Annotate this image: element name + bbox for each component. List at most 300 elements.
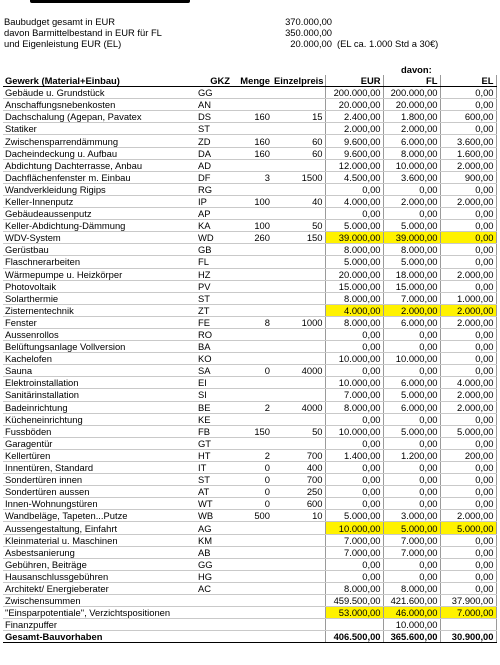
finanzpuffer-row-fl: 10.000,00	[383, 619, 440, 631]
fl-cell: 0,00	[383, 474, 440, 486]
el-cell: 0,00	[440, 244, 496, 256]
eur-cell: 7.000,00	[325, 389, 383, 401]
einzelpreis-cell: 40	[272, 195, 325, 207]
el-cell: 0,00	[440, 232, 496, 244]
el-cell: 0,00	[440, 341, 496, 353]
table-row	[3, 365, 496, 377]
menge-cell	[232, 280, 272, 292]
header-row-davon	[3, 64, 496, 75]
fl-cell: 5.000,00	[383, 389, 440, 401]
table-row	[3, 183, 496, 195]
gewerk-cell: Kleinmaterial u. Maschinen	[3, 534, 196, 546]
el-cell: 0,00	[440, 582, 496, 594]
el-cell: 2.000,00	[440, 304, 496, 316]
gewerk-cell: Gebäude u. Grundstück	[3, 87, 196, 99]
gkz-cell: ZT	[196, 304, 232, 316]
gkz-cell: AG	[196, 522, 232, 534]
table-row	[3, 474, 496, 486]
menge-cell	[232, 522, 272, 534]
el-cell: 0,00	[440, 328, 496, 340]
gesamt-row-label: Gesamt-Bauvorhaben	[3, 631, 325, 643]
einzelpreis-cell: 60	[272, 135, 325, 147]
finanzpuffer-row-eur	[325, 619, 383, 631]
table-row	[3, 328, 496, 340]
table-row	[3, 486, 496, 498]
menge-cell	[232, 437, 272, 449]
table-row	[3, 546, 496, 558]
fl-cell: 1.200,00	[383, 449, 440, 461]
eur-cell: 2.400,00	[325, 111, 383, 123]
gkz-cell: KM	[196, 534, 232, 546]
zwischensummen-row-el: 37.900,00	[440, 595, 496, 607]
einzelpreis-cell: 700	[272, 474, 325, 486]
einzelpreis-cell	[272, 292, 325, 304]
gewerk-cell: Aussenrollos	[3, 328, 196, 340]
einzelpreis-cell: 60	[272, 147, 325, 159]
einzelpreis-cell	[272, 87, 325, 99]
gewerk-cell: Garagentür	[3, 437, 196, 449]
eur-cell: 200.000,00	[325, 87, 383, 99]
gewerk-cell: Solarthermie	[3, 292, 196, 304]
einsparpotentiale-row-el: 7.000,00	[440, 607, 496, 619]
el-cell: 4.000,00	[440, 377, 496, 389]
eur-cell: 20.000,00	[325, 268, 383, 280]
einzelpreis-cell	[272, 304, 325, 316]
einzelpreis-cell	[272, 522, 325, 534]
einzelpreis-cell	[272, 534, 325, 546]
gkz-cell: KA	[196, 220, 232, 232]
einzelpreis-cell	[272, 280, 325, 292]
gkz-cell: AP	[196, 208, 232, 220]
el-cell: 0,00	[440, 462, 496, 474]
eur-cell: 4.500,00	[325, 171, 383, 183]
table-row	[3, 244, 496, 256]
davon-label: davon:	[401, 64, 432, 75]
eur-cell: 2.000,00	[325, 123, 383, 135]
table-row	[3, 534, 496, 546]
eur-cell: 0,00	[325, 208, 383, 220]
menge-cell	[232, 268, 272, 280]
zwischensummen-row	[3, 595, 496, 607]
gkz-cell: HZ	[196, 268, 232, 280]
el-cell: 5.000,00	[440, 522, 496, 534]
el-cell: 0,00	[440, 474, 496, 486]
gesamt-row-el: 30.900,00	[440, 631, 496, 643]
fl-cell: 8.000,00	[383, 244, 440, 256]
table-row	[3, 437, 496, 449]
eur-cell: 0,00	[325, 558, 383, 570]
menge-cell: 100	[232, 195, 272, 207]
gesamt-row	[3, 631, 496, 643]
eur-cell: 9.600,00	[325, 135, 383, 147]
el-cell: 0,00	[440, 437, 496, 449]
gewerk-cell: Sondertüren innen	[3, 474, 196, 486]
gewerk-cell: Sanitärinstallation	[3, 389, 196, 401]
table-row	[3, 462, 496, 474]
fl-cell: 0,00	[383, 486, 440, 498]
menge-cell	[232, 99, 272, 111]
el-cell: 2.000,00	[440, 401, 496, 413]
einzelpreis-cell	[272, 558, 325, 570]
gkz-cell: AB	[196, 546, 232, 558]
einzelpreis-cell: 1000	[272, 316, 325, 328]
gewerk-cell: Wandbeläge, Tapeten...Putze	[3, 510, 196, 522]
gewerk-cell: Anschaffungsnebenkosten	[3, 99, 196, 111]
fl-cell: 5.000,00	[383, 256, 440, 268]
fl-cell: 39.000,00	[383, 232, 440, 244]
menge-cell: 150	[232, 425, 272, 437]
eur-cell: 9.600,00	[325, 147, 383, 159]
fl-cell: 6.000,00	[383, 135, 440, 147]
menge-cell: 2	[232, 449, 272, 461]
gkz-cell: RG	[196, 183, 232, 195]
eur-cell: 10.000,00	[325, 377, 383, 389]
el-cell: 0,00	[440, 280, 496, 292]
einzelpreis-cell	[272, 353, 325, 365]
menge-cell: 500	[232, 510, 272, 522]
el-cell: 0,00	[440, 558, 496, 570]
fl-cell: 2.000,00	[383, 123, 440, 135]
table-row	[3, 377, 496, 389]
fl-cell: 5.000,00	[383, 220, 440, 232]
gewerk-cell: Statiker	[3, 123, 196, 135]
finanzpuffer-row	[3, 619, 496, 631]
eur-cell: 8.000,00	[325, 316, 383, 328]
gewerk-cell: Dacheindeckung u. Aufbau	[3, 147, 196, 159]
gkz-cell: AC	[196, 582, 232, 594]
gkz-cell: WD	[196, 232, 232, 244]
table-row	[3, 280, 496, 292]
gewerk-cell: Abdichtung Dachterrasse, Anbau	[3, 159, 196, 171]
eur-cell: 8.000,00	[325, 582, 383, 594]
eur-cell: 0,00	[325, 474, 383, 486]
einzelpreis-cell	[272, 570, 325, 582]
zwischensummen-row-eur: 459.500,00	[325, 595, 383, 607]
el-cell: 0,00	[440, 570, 496, 582]
eur-cell: 8.000,00	[325, 244, 383, 256]
eur-cell: 0,00	[325, 486, 383, 498]
fl-cell: 18.000,00	[383, 268, 440, 280]
menge-cell	[232, 328, 272, 340]
el-cell: 2.000,00	[440, 316, 496, 328]
menge-cell	[232, 292, 272, 304]
col-header-einzelpreis: Einzelpreis	[274, 75, 324, 87]
eur-cell: 4.000,00	[325, 195, 383, 207]
table-row	[3, 220, 496, 232]
gewerk-cell: Flaschnerarbeiten	[3, 256, 196, 268]
fl-cell: 2.000,00	[383, 304, 440, 316]
gewerk-cell: Dachflächenfenster m. Einbau	[3, 171, 196, 183]
fl-cell: 3.600,00	[383, 171, 440, 183]
gkz-cell: ST	[196, 123, 232, 135]
einzelpreis-cell: 150	[272, 232, 325, 244]
el-cell: 900,00	[440, 171, 496, 183]
gewerk-cell: Elektroinstallation	[3, 377, 196, 389]
table-row	[3, 135, 496, 147]
table-row	[3, 522, 496, 534]
gkz-cell: SA	[196, 365, 232, 377]
gewerk-cell: Architekt/ Energieberater	[3, 582, 196, 594]
fl-cell: 10.000,00	[383, 159, 440, 171]
gewerk-cell: Hausanschlussgebühren	[3, 570, 196, 582]
gkz-cell: DF	[196, 171, 232, 183]
table-row	[3, 413, 496, 425]
gewerk-cell: Badeinrichtung	[3, 401, 196, 413]
menge-cell	[232, 159, 272, 171]
einsparpotentiale-row-fl: 46.000,00	[383, 607, 440, 619]
eur-cell: 10.000,00	[325, 353, 383, 365]
col-header-el: EL	[440, 75, 496, 87]
einzelpreis-cell: 400	[272, 462, 325, 474]
table-row	[3, 449, 496, 461]
gewerk-cell: Innen-Wohnungstüren	[3, 498, 196, 510]
menge-cell: 0	[232, 462, 272, 474]
eur-cell: 10.000,00	[325, 522, 383, 534]
eur-cell: 15.000,00	[325, 280, 383, 292]
einzelpreis-cell: 1500	[272, 171, 325, 183]
table-row	[3, 87, 496, 99]
el-cell: 0,00	[440, 486, 496, 498]
table-row	[3, 570, 496, 582]
menge-cell	[232, 244, 272, 256]
menge-cell	[232, 353, 272, 365]
table-row	[3, 498, 496, 510]
table-row	[3, 268, 496, 280]
table-row	[3, 401, 496, 413]
einzelpreis-cell	[272, 99, 325, 111]
el-cell: 0,00	[440, 256, 496, 268]
einzelpreis-cell	[272, 244, 325, 256]
menge-cell	[232, 546, 272, 558]
einzelpreis-cell: 50	[272, 220, 325, 232]
fl-cell: 0,00	[383, 558, 440, 570]
gkz-cell: ST	[196, 474, 232, 486]
menge-cell: 0	[232, 474, 272, 486]
menge-cell	[232, 183, 272, 195]
fl-cell: 5.000,00	[383, 522, 440, 534]
gewerk-cell: Fussböden	[3, 425, 196, 437]
gewerk-cell: Wärmepumpe u. Heizkörper	[3, 268, 196, 280]
menge-cell	[232, 377, 272, 389]
fl-cell: 6.000,00	[383, 377, 440, 389]
fl-cell: 15.000,00	[383, 280, 440, 292]
menge-cell	[232, 582, 272, 594]
gkz-cell: KE	[196, 413, 232, 425]
fl-cell: 2.000,00	[383, 195, 440, 207]
gkz-cell: AD	[196, 159, 232, 171]
menge-cell: 260	[232, 232, 272, 244]
table-row	[3, 389, 496, 401]
eur-cell: 0,00	[325, 328, 383, 340]
el-cell: 200,00	[440, 449, 496, 461]
einsparpotentiale-row-label: "Einsparpotentiale", Verzichtspositionen	[3, 607, 325, 619]
menge-cell	[232, 558, 272, 570]
gewerk-cell: Keller-Innenputz	[3, 195, 196, 207]
menge-cell: 8	[232, 316, 272, 328]
fl-cell: 0,00	[383, 365, 440, 377]
el-cell: 1.000,00	[440, 292, 496, 304]
el-cell: 2.000,00	[440, 159, 496, 171]
einzelpreis-cell	[272, 208, 325, 220]
zwischensummen-row-label: Zwischensummen	[3, 595, 325, 607]
table-row	[3, 316, 496, 328]
fl-cell: 10.000,00	[383, 353, 440, 365]
el-cell: 2.000,00	[440, 268, 496, 280]
gewerk-cell: Photovoltaik	[3, 280, 196, 292]
gkz-cell: DS	[196, 111, 232, 123]
fl-cell: 3.000,00	[383, 510, 440, 522]
el-cell: 1.600,00	[440, 147, 496, 159]
gkz-cell: GG	[196, 87, 232, 99]
gesamt-row-eur: 406.500,00	[325, 631, 383, 643]
einzelpreis-cell	[272, 268, 325, 280]
cost-table	[3, 64, 497, 643]
table-row	[3, 232, 496, 244]
gewerk-cell: Gebäudeaussenputz	[3, 208, 196, 220]
eur-cell: 8.000,00	[325, 292, 383, 304]
fl-cell: 7.000,00	[383, 292, 440, 304]
gewerk-cell: Kücheneinrichtung	[3, 413, 196, 425]
fl-cell: 0,00	[383, 208, 440, 220]
einzelpreis-cell	[272, 159, 325, 171]
einzelpreis-cell	[272, 341, 325, 353]
gewerk-cell: Zwischensparrendämmung	[3, 135, 196, 147]
gkz-cell: DA	[196, 147, 232, 159]
el-cell: 0,00	[440, 220, 496, 232]
einzelpreis-cell	[272, 183, 325, 195]
gkz-cell: HG	[196, 570, 232, 582]
el-cell: 600,00	[440, 111, 496, 123]
menge-cell	[232, 341, 272, 353]
gewerk-cell: Gerüstbau	[3, 244, 196, 256]
gkz-cell: HT	[196, 449, 232, 461]
table-row	[3, 510, 496, 522]
el-cell: 0,00	[440, 546, 496, 558]
eur-cell: 0,00	[325, 570, 383, 582]
einsparpotentiale-row	[3, 607, 496, 619]
gkz-cell: SI	[196, 389, 232, 401]
table-row	[3, 558, 496, 570]
fl-cell: 0,00	[383, 570, 440, 582]
el-cell: 0,00	[440, 413, 496, 425]
eur-cell: 39.000,00	[325, 232, 383, 244]
table-row	[3, 425, 496, 437]
summary-label: und Eigenleistung EUR (EL)	[4, 38, 122, 49]
eur-cell: 0,00	[325, 462, 383, 474]
menge-cell	[232, 256, 272, 268]
eur-cell: 4.000,00	[325, 304, 383, 316]
gewerk-cell: Asbestsanierung	[3, 546, 196, 558]
gewerk-cell: Zisternentechnik	[3, 304, 196, 316]
table-row	[3, 195, 496, 207]
einzelpreis-cell	[272, 328, 325, 340]
fl-cell: 8.000,00	[383, 147, 440, 159]
el-cell: 0,00	[440, 365, 496, 377]
eur-cell: 0,00	[325, 341, 383, 353]
el-cell: 0,00	[440, 123, 496, 135]
header-row	[3, 75, 496, 87]
fl-cell: 0,00	[383, 413, 440, 425]
el-cell: 0,00	[440, 353, 496, 365]
menge-cell	[232, 87, 272, 99]
el-cell: 0,00	[440, 99, 496, 111]
el-cell: 5.000,00	[440, 425, 496, 437]
menge-cell	[232, 208, 272, 220]
gkz-cell: EI	[196, 377, 232, 389]
eur-cell: 7.000,00	[325, 546, 383, 558]
einzelpreis-cell: 15	[272, 111, 325, 123]
eur-cell: 12.000,00	[325, 159, 383, 171]
menge-cell	[232, 304, 272, 316]
summary-label: Baubudget gesamt in EUR	[4, 16, 116, 27]
fl-cell: 5.000,00	[383, 425, 440, 437]
gkz-cell: FE	[196, 316, 232, 328]
gkz-cell: IP	[196, 195, 232, 207]
gkz-cell: WB	[196, 510, 232, 522]
el-cell: 0,00	[440, 208, 496, 220]
gkz-cell: WT	[196, 498, 232, 510]
gkz-cell: GG	[196, 558, 232, 570]
menge-cell: 0	[232, 498, 272, 510]
gewerk-cell: WDV-System	[3, 232, 196, 244]
finanzpuffer-row-label: Finanzpuffer	[3, 619, 325, 631]
eur-cell: 20.000,00	[325, 99, 383, 111]
gewerk-cell: Fenster	[3, 316, 196, 328]
gewerk-cell: Belüftungsanlage Vollversion	[3, 341, 196, 353]
einzelpreis-cell: 4000	[272, 365, 325, 377]
table-row	[3, 304, 496, 316]
menge-cell: 160	[232, 135, 272, 147]
table-row	[3, 147, 496, 159]
el-cell: 0,00	[440, 534, 496, 546]
einzelpreis-cell	[272, 389, 325, 401]
col-header-fl: FL	[383, 75, 440, 87]
einzelpreis-cell: 10	[272, 510, 325, 522]
fl-cell: 8.000,00	[383, 582, 440, 594]
einzelpreis-cell	[272, 437, 325, 449]
table-row	[3, 208, 496, 220]
eur-cell: 0,00	[325, 498, 383, 510]
eur-cell: 0,00	[325, 413, 383, 425]
table-row	[3, 292, 496, 304]
einzelpreis-cell	[272, 582, 325, 594]
summary-value: 20.000,00	[290, 38, 332, 49]
gewerk-cell: Kachelofen	[3, 353, 196, 365]
el-cell: 0,00	[440, 498, 496, 510]
gewerk-cell: Sauna	[3, 365, 196, 377]
fl-cell: 0,00	[383, 498, 440, 510]
gkz-cell: PV	[196, 280, 232, 292]
fl-cell: 0,00	[383, 183, 440, 195]
gkz-cell: GT	[196, 437, 232, 449]
table-row	[3, 582, 496, 594]
table-row	[3, 341, 496, 353]
gkz-cell: AN	[196, 99, 232, 111]
gewerk-cell: Kellertüren	[3, 449, 196, 461]
el-cell: 0,00	[440, 183, 496, 195]
gkz-cell: KO	[196, 353, 232, 365]
col-header-gewerk: Gewerk (Material+Einbau)	[3, 75, 196, 87]
fl-cell: 1.800,00	[383, 111, 440, 123]
fl-cell: 7.000,00	[383, 546, 440, 558]
einzelpreis-cell: 50	[272, 425, 325, 437]
menge-cell: 160	[232, 147, 272, 159]
gewerk-cell: Keller-Abdichtung-Dämmung	[3, 220, 196, 232]
eur-cell: 0,00	[325, 365, 383, 377]
gkz-cell: IT	[196, 462, 232, 474]
gkz-cell: BE	[196, 401, 232, 413]
fl-cell: 0,00	[383, 462, 440, 474]
